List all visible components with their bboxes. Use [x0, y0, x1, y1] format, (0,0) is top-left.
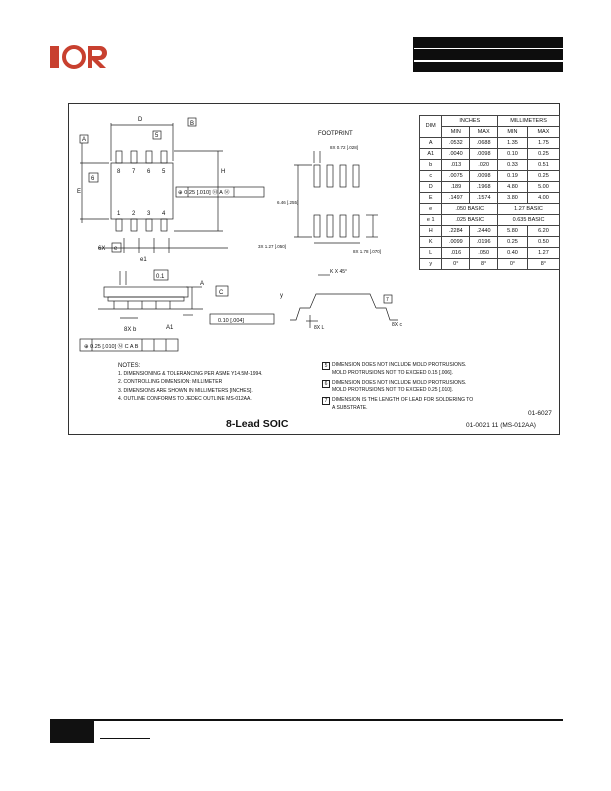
dim-value-cell: 1.27 BASIC — [498, 204, 560, 215]
max-header: MAX — [470, 127, 498, 138]
pin-label: 6 — [147, 169, 151, 175]
table-row — [420, 248, 560, 259]
footprint-row-span: 6.46 [.255] — [277, 200, 299, 205]
note-line: DIMENSION IS THE LENGTH OF LEAD FOR SOLDERING TO — [332, 397, 474, 404]
note-item: 4. OUTLINE CONFORMS TO JEDEC OUTLINE MS-012AA. — [118, 395, 252, 402]
table-row — [420, 138, 560, 149]
footprint-pads — [314, 165, 359, 237]
table-row — [420, 193, 560, 204]
footer-page-box — [50, 721, 94, 743]
dim-value-cell: 0.25 — [498, 237, 528, 248]
pin-label: 2 — [132, 211, 136, 217]
note-line: DIMENSION DOES NOT INCLUDE MOLD PROTRUSIONS. — [332, 362, 467, 368]
dim-value-cell: .0196 — [470, 237, 498, 248]
dim-value-cell: .0098 — [470, 149, 498, 160]
figure-id: 01-6027 — [528, 410, 552, 417]
dim-value-cell: .0688 — [470, 138, 498, 149]
dim-value-cell: 8° — [527, 259, 559, 270]
dim-value-cell: .2440 — [470, 226, 498, 237]
note-number-box: 6 — [322, 380, 330, 388]
dim-symbol-cell: b — [420, 160, 442, 171]
dim-symbol-cell: y — [420, 259, 442, 270]
table-row — [420, 215, 560, 226]
bottom-position-tolerance: ⊕ 0.25 [.010] Ⓜ C A B — [84, 344, 139, 350]
dim-symbol-cell: A1 — [420, 149, 442, 160]
logo-text: IOR — [50, 44, 52, 45]
figure-caption: 8-Lead SOIC — [226, 418, 289, 430]
note-line: MOLD PROTRUSIONS NOT TO EXCEED 0.25 [.010]. — [332, 387, 453, 394]
note-item: 2. CONTROLLING DIMENSION: MILLIMETER — [118, 379, 223, 386]
pin-label: 7 — [132, 169, 136, 175]
pin-label: 4 — [162, 211, 166, 217]
dim-value-cell: .0099 — [442, 237, 470, 248]
dim-value-cell: 0.10 — [498, 149, 528, 160]
dim-d-label: D — [138, 117, 143, 123]
dim-value-cell: .020 — [470, 160, 498, 171]
dim-symbol-cell: e 1 — [420, 215, 442, 226]
dim-value-cell: 0° — [498, 259, 528, 270]
dim-value-cell: 0.635 BASIC — [498, 215, 560, 226]
note-line: DIMENSION DOES NOT INCLUDE MOLD PROTRUSIONS. — [332, 379, 467, 386]
footprint-pad-width: 8X 0.72 [.028] — [330, 145, 359, 150]
table-row — [420, 259, 560, 270]
footprint-pitch: 3X 1.27 [.050] — [258, 244, 287, 249]
dim-value-cell: 0.40 — [498, 248, 528, 259]
note-6-marker: 6 — [91, 176, 95, 182]
note-item: 1. DIMENSIONING & TOLERANCING PER ASME Y14.5M-1994. — [118, 371, 263, 378]
dim-value-cell: .013 — [442, 160, 470, 171]
dim-value-cell: 1.27 — [527, 248, 559, 259]
pin-label: 8 — [117, 169, 121, 175]
lead-thickness-label: 8X c — [392, 322, 403, 328]
footer-underline — [100, 738, 150, 739]
dim-value-cell: 6.20 — [527, 226, 559, 237]
pitch-count: 6X — [98, 246, 106, 252]
dim-value-cell: .016 — [442, 248, 470, 259]
dim-value-cell: 0.19 — [498, 171, 528, 182]
dimension-table — [419, 115, 560, 270]
dim-value-cell: 3.80 — [498, 193, 528, 204]
pitch-symbol: e — [114, 246, 118, 252]
footprint-title: FOOTPRINT — [318, 131, 353, 137]
dim-symbol-cell: c — [420, 171, 442, 182]
dim-value-cell: .1968 — [470, 182, 498, 193]
dim-value-cell: .1497 — [442, 193, 470, 204]
notes-title: NOTES: — [118, 363, 141, 369]
chamfer-label: K X 45° — [330, 269, 348, 275]
dim-value-cell: 0.50 — [527, 237, 559, 248]
dim-symbol-cell: A — [420, 138, 442, 149]
header-bar — [413, 49, 563, 60]
dim-value-cell: 5.80 — [498, 226, 528, 237]
dim-value-cell: .050 — [470, 248, 498, 259]
note-5-marker: 5 — [155, 133, 159, 139]
inches-header: INCHES — [442, 116, 498, 127]
dim-value-cell: .189 — [442, 182, 470, 193]
note-item: 3. DIMENSIONS ARE SHOWN IN MILLIMETERS [INCHES]. — [118, 387, 253, 394]
dim-h-label: H — [221, 169, 226, 175]
package-drawing — [68, 103, 418, 358]
angle-label: 0.1 — [156, 274, 165, 280]
dim-value-cell: 0.25 — [527, 171, 559, 182]
dim-value-cell: 1.75 — [527, 138, 559, 149]
dim-value-cell: 8° — [470, 259, 498, 270]
dim-header: DIM — [420, 116, 442, 138]
dim-value-cell: 0° — [442, 259, 470, 270]
dim-value-cell: .0532 — [442, 138, 470, 149]
dim-value-cell: 4.80 — [498, 182, 528, 193]
ior-logo — [50, 44, 116, 70]
note-line: A SUBSTRATE. — [332, 404, 368, 411]
millimeters-header: MILLIMETERS — [498, 116, 560, 127]
table-row — [420, 204, 560, 215]
position-tolerance: ⊕ 0.25 [.010] Ⓜ A Ⓜ — [178, 190, 230, 196]
table-row — [420, 160, 560, 171]
dim-value-cell: .0040 — [442, 149, 470, 160]
dim-value-cell: 0.33 — [498, 160, 528, 171]
min-header: MIN — [498, 127, 528, 138]
dim-symbol-cell: E — [420, 193, 442, 204]
dim-value-cell: .0075 — [442, 171, 470, 182]
table-row — [420, 237, 560, 248]
dim-symbol-cell: D — [420, 182, 442, 193]
dim-symbol-cell: K — [420, 237, 442, 248]
max-header: MAX — [527, 127, 559, 138]
dim-e-label: E — [77, 189, 82, 195]
table-row — [420, 149, 560, 160]
footer-rule — [50, 719, 563, 721]
note-item — [322, 380, 473, 395]
datum-b-label: B — [190, 121, 195, 127]
side-a-label: A — [200, 281, 205, 287]
lead-width-label: 8X b — [124, 327, 137, 333]
figure-reference: 01-0021 11 (MS-012AA) — [466, 422, 536, 429]
note-7-marker: 7 — [386, 297, 389, 303]
table-row — [420, 226, 560, 237]
dim-value-cell: .1574 — [470, 193, 498, 204]
dim-value-cell: 0.51 — [527, 160, 559, 171]
note-line: MOLD PROTRUSIONS NOT TO EXCEED 0.15 [.006]. — [332, 369, 453, 376]
dim-value-cell: 5.00 — [527, 182, 559, 193]
dim-value-cell: 0.25 — [527, 149, 559, 160]
pin-label: 5 — [162, 169, 166, 175]
standoff-label: A1 — [166, 325, 174, 331]
dim-value-cell: .050 BASIC — [442, 204, 498, 215]
dim-symbol-cell: e — [420, 204, 442, 215]
note-number-box: 7 — [322, 397, 330, 405]
datum-c-label: C — [219, 290, 224, 296]
dim-symbol-cell: H — [420, 226, 442, 237]
coplanarity-tolerance: 0.10 [.004] — [218, 318, 244, 324]
dim-value-cell: .0098 — [470, 171, 498, 182]
dim-value-cell: 4.00 — [527, 193, 559, 204]
dim-symbol-cell: L — [420, 248, 442, 259]
notes-block — [118, 362, 263, 403]
foot-length-label: 8X L — [314, 325, 325, 331]
package-body-side — [104, 287, 188, 297]
dim-value-cell: 1.35 — [498, 138, 528, 149]
pin-label: 3 — [147, 211, 151, 217]
dim-value-cell: .025 BASIC — [442, 215, 498, 226]
header-bar — [413, 37, 563, 48]
pin-label: 1 — [117, 211, 121, 217]
notes-block-right — [322, 362, 473, 415]
table-row — [420, 171, 560, 182]
datum-a-label: A — [82, 137, 87, 143]
lead-angle-label: y — [280, 293, 283, 299]
footprint-pad-length: 8X 1.78 [.070] — [353, 249, 382, 254]
pitch-e1-label: e1 — [140, 257, 147, 263]
note-item — [322, 397, 473, 412]
dim-value-cell: .2284 — [442, 226, 470, 237]
header-bar — [413, 62, 563, 72]
table-row — [420, 182, 560, 193]
min-header: MIN — [442, 127, 470, 138]
note-item — [322, 362, 473, 377]
note-number-box: 5 — [322, 362, 330, 370]
